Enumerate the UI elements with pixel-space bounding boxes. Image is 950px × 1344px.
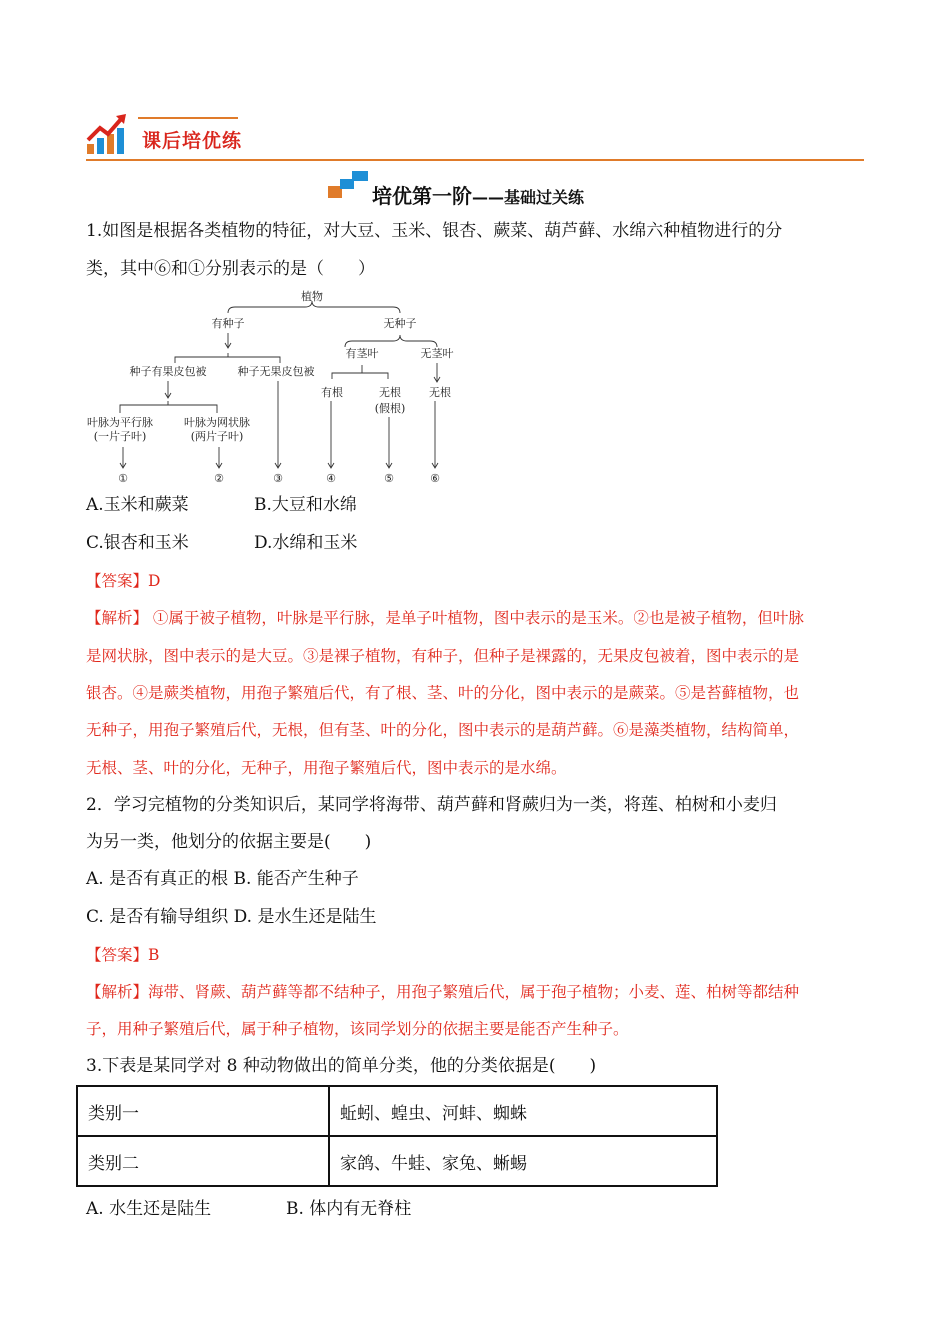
q1-explanation-1: 【解析】 ①属于被子植物，叶脉是平行脉，是单子叶植物，图中表示的是玉米。②也是被子植物，但叶脉	[86, 609, 804, 627]
tree-n5: ⑤	[384, 472, 394, 485]
tree-root-no: 无根	[379, 386, 401, 399]
tree-parallel2: (一片子叶)	[93, 430, 147, 443]
q2-line2: 为另一类，他划分的依据主要是( )	[86, 832, 372, 852]
q3-option-a[interactable]: A. 水生还是陆生	[86, 1199, 212, 1219]
table-cell: 类别一	[77, 1086, 329, 1136]
tree-root: 植物	[301, 290, 323, 303]
tree-n3: ③	[273, 472, 283, 485]
classification-table	[76, 1085, 718, 1187]
table-row	[77, 1136, 717, 1186]
tree-n6: ⑥	[430, 472, 440, 485]
tree-noseed: 无种子	[383, 317, 417, 330]
tree-fruit: 种子有果皮包被	[129, 365, 207, 378]
tree-net1: 叶脉为网状脉	[184, 416, 250, 429]
q1-option-b[interactable]: B.大豆和水绵	[254, 495, 357, 515]
table-cell: 家鸽、牛蛙、家兔、蜥蜴	[329, 1136, 717, 1186]
tree-n1: ①	[118, 472, 128, 485]
chart-logo-icon	[86, 112, 130, 156]
q2-options-cd[interactable]: C. 是否有输导组织 D. 是水生还是陆生	[86, 907, 377, 927]
tree-root-yes: 有根	[321, 386, 343, 399]
q2-line1: 2．学习完植物的分类知识后，某同学将海带、葫芦藓和肾蕨归为一类，将莲、柏树和小麦归	[86, 795, 777, 815]
q1-option-a[interactable]: A.玉米和蕨菜	[86, 495, 189, 515]
header-divider	[86, 159, 864, 161]
tree-parallel1: 叶脉为平行脉	[87, 416, 153, 429]
tree-root-no2: 无根	[429, 386, 451, 399]
q1-option-c[interactable]: C.银杏和玉米	[86, 533, 189, 553]
section-title-rest: ——基础过关练	[472, 188, 585, 207]
table-row	[77, 1086, 717, 1136]
q3-line1: 3.下表是某同学对 8 种动物做出的简单分类，他的分类依据是( )	[86, 1056, 597, 1076]
header-accent-line	[138, 117, 238, 119]
q2-explanation-2: 子，用种子繁殖后代，属于种子植物，该同学划分的依据主要是能否产生种子。	[86, 1020, 629, 1038]
stairs-icon	[328, 170, 370, 200]
classification-tree-diagram	[80, 285, 480, 490]
q1-line2: 类，其中⑥和①分别表示的是（ ）	[86, 259, 375, 279]
tree-n4: ④	[326, 472, 336, 485]
section-title-main: 培优第一阶	[372, 184, 472, 208]
q1-explanation-3: 银杏。④是蕨类植物，用孢子繁殖后代，有了根、茎、叶的分化，图中表示的是蕨菜。⑤是苔藓植物，也	[86, 684, 800, 702]
q1-answer: 【答案】D	[86, 572, 161, 590]
tree-seed: 有种子	[211, 317, 245, 330]
q1-line1: 1.如图是根据各类植物的特征，对大豆、玉米、银杏、蕨菜、葫芦藓、水绵六种植物进行的分	[86, 221, 783, 241]
q2-explanation-1: 【解析】海带、肾蕨、葫芦藓等都不结种子，用孢子繁殖后代，属于孢子植物；小麦、莲、柏树等都结种	[86, 983, 800, 1001]
tree-nofruit: 种子无果皮包被	[237, 365, 315, 378]
q1-explanation-4: 无种子，用孢子繁殖后代，无根，但有茎、叶的分化，图中表示的是葫芦藓。⑥是藻类植物，结构简单，	[86, 721, 800, 739]
tree-nostemleaf: 无茎叶	[420, 347, 454, 360]
q2-answer: 【答案】B	[86, 946, 160, 964]
q1-explanation-5: 无根、茎、叶的分化，无种子，用孢子繁殖后代，图中表示的是水绵。	[86, 759, 567, 777]
tree-root-fake: (假根)	[374, 402, 406, 415]
tree-net2: (两片子叶)	[190, 430, 244, 443]
header-title: 课后培优练	[142, 130, 243, 152]
q3-option-b[interactable]: B. 体内有无脊柱	[286, 1199, 412, 1219]
tree-stemleaf: 有茎叶	[345, 347, 379, 360]
tree-n2: ②	[214, 472, 224, 485]
table-cell: 蚯蚓、蝗虫、河蚌、蜘蛛	[329, 1086, 717, 1136]
table-cell: 类别二	[77, 1136, 329, 1186]
q1-option-d[interactable]: D.水绵和玉米	[254, 533, 358, 553]
q1-explanation-2: 是网状脉，图中表示的是大豆。③是裸子植物，有种子，但种子是裸露的，无果皮包被着，图中表示的是	[86, 647, 800, 665]
section-title	[372, 180, 584, 209]
q2-options-ab[interactable]: A. 是否有真正的根 B. 能否产生种子	[86, 869, 359, 889]
